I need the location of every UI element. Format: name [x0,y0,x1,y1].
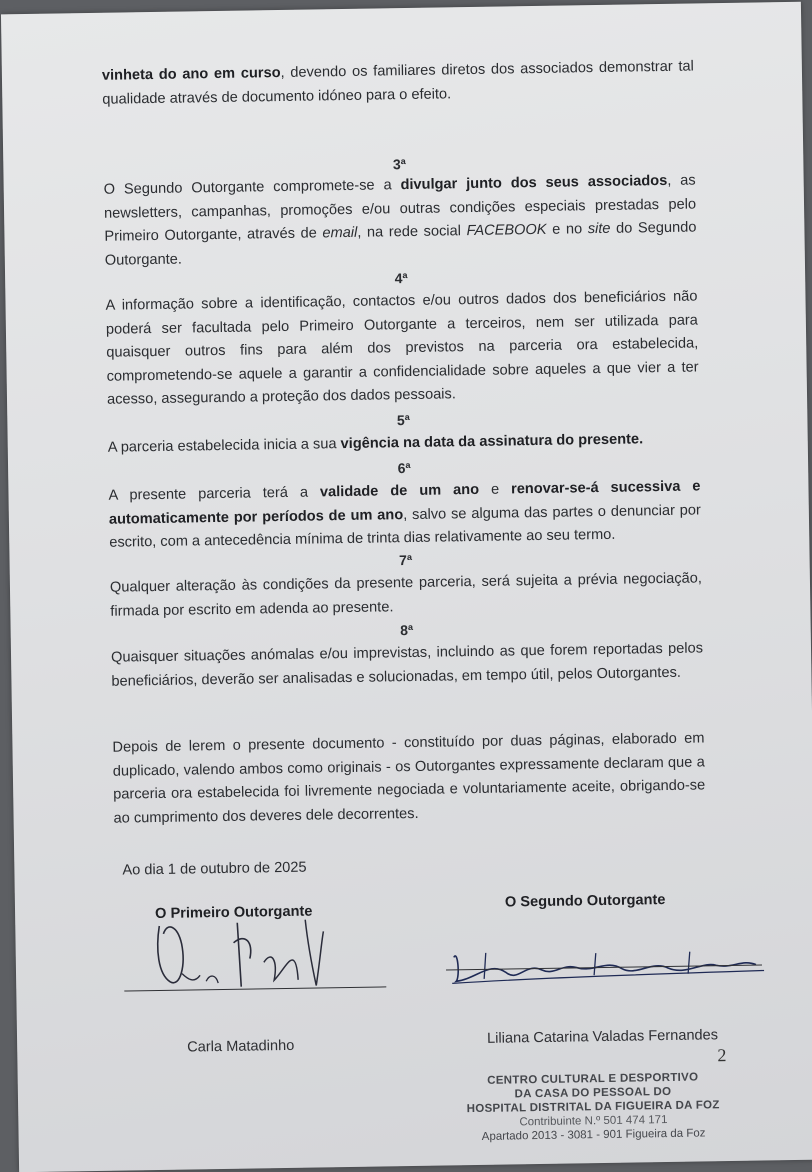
clause-number-7: 7ª [398,551,413,569]
clause-number-5: 5ª [396,411,410,429]
first-party-signature [145,901,346,994]
c6-bold-2: renovar-se-á sucessiva e automaticamente por períodos de um ano [108,478,701,528]
p2-bold-text: vinheta do ano em curso [101,64,281,84]
clause-8-paragraph: Quaisquer situações anómalas e/ou imprevistas, incluindo as que forem reportadas pelos beneficiários, deverão ser analisadas e solucionadas, em tempo útil, pelos Outorgantes. [110,640,704,690]
p2-text: , devendo os familiares diretos dos associados demonstrar tal qualidade através de documento idóneo para o efeito. [102,58,694,108]
clause-number-4: 4ª [394,270,408,287]
clause-number-8: 8ª [400,621,414,639]
stamp-line-1: CENTRO CULTURAL E DESPORTIVO [487,1071,699,1087]
clause-5-paragraph [108,427,700,460]
signing-date: Ao dia 1 de outubro de 2025 [122,859,307,879]
closing-paragraph: Depois de lerem o presente documento - constituído por duas páginas, elaborado em duplicado, valendo ambos como originais - os Outorgantes expressamente declaram que a parceria ora estabelecida foi livremente negociada e voluntariamente aceite, obrigando-se ao cumprimento dos deveres dele decorrentes. [112,730,706,827]
c6-text-c: e [478,481,512,498]
c3-text-a: O Segundo Outorgante compromete-se a [103,177,401,198]
c5-bold: vigência na data da assinatura do presente. [340,431,644,453]
clause-6-paragraph [108,475,701,555]
page-number: 2 [717,1045,727,1066]
second-party-name: Liliana Catarina Valadas Fernandes [486,1027,719,1047]
c3-text-i: do Segundo Outorgante. [104,219,697,269]
c6-text-e: , salvo se alguma das partes o denunciar por escrito, com a antecedência mínima de trinta dias relativamente ao seu termo. [109,501,701,551]
c3-text-c: , as newsletters, campanhas, promoções e/ou outras condições especiais prestadas pelo Primeiro Outorgante, através de [103,172,697,245]
clause-4-paragraph: A informação sobre a identificação, contactos e/ou outros dados dos beneficiários não poderá ser facultada pelo Primeiro Outorgante a terceiros, nem ser utilizada para quaisquer outros fins para além dos previstos na parceria ora estabelecida, comprometendo-se aquele a garantir a confidencialidade sobre aqueles a que vier a ter acesso, assegurando a proteção dos dados pessoais. [105,288,699,408]
stamp-line-5: Apartado 2013 - 3081 - 901 Figueira da Foz [481,1127,706,1143]
c6-text-a: A presente parceria terá a [108,484,321,504]
clause-number-6: 6ª [397,459,411,477]
c3-italic-facebook: FACEBOOK [466,221,547,240]
stamp-line-3: HOSPITAL DISTRITAL DA FIGUEIRA DA FOZ [466,1099,720,1116]
c3-italic-email: email [322,224,358,242]
c3-text-e: , na rede social [357,223,467,241]
c3-bold: divulgar junto dos seus associados [400,172,668,194]
c3-text-g: e no [546,221,588,238]
c5-text: A parceria estabelecida inicia a sua [107,436,341,456]
stamp-line-2: DA CASA DO PESSOAL DO [514,1085,672,1101]
stamp-line-4: Contribuinte N.º 501 474 171 [519,1114,668,1129]
c6-bold-1: validade de um ano [319,481,480,501]
c3-italic-site: site [587,220,611,238]
clause-number-3: 3ª [392,156,406,173]
clause-3-paragraph [104,169,697,272]
first-party-name: Carla Matadinho [187,1037,295,1056]
second-party-title: O Segundo Outorgante [504,892,666,911]
institution-stamp [448,1070,739,1145]
first-party-title: O Primeiro Outorgante [154,903,313,923]
document-page [1,2,812,1172]
paragraph-2-end [102,55,695,111]
clause-7-paragraph: Qualquer alteração às condições da presente parceria, será sujeita a prévia negociação, firmada por escrito em adenda ao presente. [109,570,703,620]
